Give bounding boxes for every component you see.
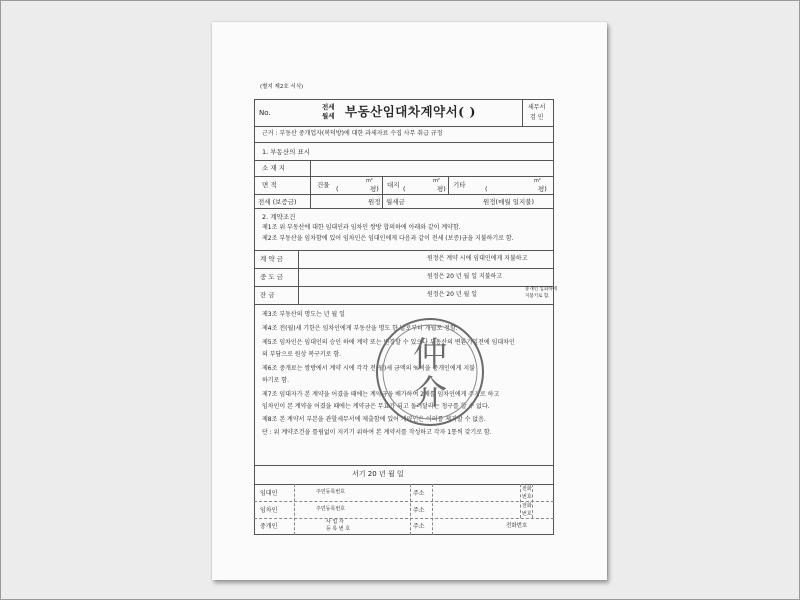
tenant-address-label: 주소 xyxy=(413,507,425,514)
rule-line xyxy=(432,484,433,535)
tax-office-label: 세무서 xyxy=(528,104,546,111)
rule-line xyxy=(254,484,554,485)
article-6: 제6조 중개료는 쌍방에서 계약 시에 각각 전(월)세 금액의 %씩을 중개인에게 지불 xyxy=(262,365,475,372)
form-code: (별지 제2호 서식) xyxy=(260,84,304,90)
article-8: 제8조 본 계약서 부본을 관할세무서에 제출함에 있어 계약인은 이의를 제기할 수 없음. xyxy=(262,416,486,423)
stamp-char-bottom: 介 xyxy=(413,373,447,413)
tenant-resident-label: 주민등록번호 xyxy=(316,506,345,512)
article-1: 제1조 위 부동산에 대한 임대인과 임차인 쌍방 합의하에 아래와 같이 계약함. xyxy=(262,224,461,231)
rule-line xyxy=(254,208,554,209)
stamp-char-top: 仲 xyxy=(413,335,447,375)
monthly-label: 월세금 xyxy=(386,198,405,206)
article-6-cont: 하기로 함. xyxy=(262,377,289,384)
tenant-phone-label-top: 전화 xyxy=(522,503,532,509)
payment-text-deposit: 원정은 계약 시에 임대인에게 지불하고 xyxy=(427,255,528,262)
pyeong-unit: 평) xyxy=(538,185,547,193)
no-label: No. xyxy=(259,109,271,117)
article-5: 제5조 임차인은 임대인의 승인 하에 계약 또는 변경할 수 있으나 부동산의 변환기일전에 임대차인 xyxy=(262,339,515,346)
type-jeonse: 전세 xyxy=(322,103,335,111)
article-7-cont: 임차인이 본 계약을 어겼을 때에는 계약금은 무효가 되고 돌려달라는 청구를 할 수 없다. xyxy=(262,403,490,410)
rule-line xyxy=(310,194,311,208)
rule-line xyxy=(254,304,554,305)
article-2: 제2조 부동산을 임차함에 있어 임차인은 임대인에게 다음과 같이 전세 (보증)금을 지불하기로 함. xyxy=(262,235,514,242)
broker-biz-label-bottom: 등 록 번 호 xyxy=(326,526,351,532)
paren-open: ( xyxy=(403,185,406,193)
land-label: 대지 xyxy=(387,181,400,189)
contract-date: 서기 20 년 월 일 xyxy=(352,470,404,478)
broker-address-label: 주소 xyxy=(413,523,425,530)
landlord-address-label: 주소 xyxy=(413,490,425,497)
article-note: 단 : 위 계약조건을 틀림없이 지키기 위하여 본 계약서를 작성하고 각자 1통씩 갖기로 함. xyxy=(262,429,492,436)
rule-line xyxy=(294,484,295,535)
rule-line xyxy=(254,268,554,269)
basis-text: 근거 : 부동산 중개업자(복덕방)에 대한 과세자료 수집 사무 취급 규정 xyxy=(262,130,443,137)
rule-line xyxy=(254,126,554,127)
section2-heading: 2. 계약조건 xyxy=(262,213,296,221)
rule-line xyxy=(254,194,554,195)
section1-heading: 1. 부동산의 표시 xyxy=(262,148,311,156)
deposit-won: 원정 xyxy=(368,198,381,206)
rule-line xyxy=(254,250,554,251)
rule-line xyxy=(254,501,554,502)
area-label: 면 적 xyxy=(262,181,277,189)
broker-phone-label: 전화번호 xyxy=(506,523,528,529)
rule-line xyxy=(254,160,554,161)
rule-line xyxy=(310,160,311,194)
tenant-phone-label-bottom: 번호 xyxy=(522,511,532,517)
broker-label: 중개인 xyxy=(260,523,278,530)
payment-note-top: 중개인 입회하에 xyxy=(525,287,557,292)
deposit-label: 전세 (보증금) xyxy=(258,198,297,206)
sqm-unit: m² xyxy=(534,178,541,184)
rule-line xyxy=(254,142,554,143)
building-label: 건물 xyxy=(317,181,330,189)
payment-note-bottom: 지불키로 함. xyxy=(525,294,550,299)
pyeong-unit: 평) xyxy=(437,185,446,193)
article-7: 제7조 임대자가 본 계약을 어겼을 때에는 계약금을 배가하여 2배를 임차인에게 주기로 하고 xyxy=(262,391,500,398)
payment-text-interim: 원정은 20 년 월 일 지불하고 xyxy=(427,273,503,280)
rule-line xyxy=(382,176,383,194)
location-label: 소 재 지 xyxy=(262,164,285,172)
article-3: 제3조 부동산의 명도는 년 월 일 xyxy=(262,311,345,318)
landlord-resident-label: 주민등록번호 xyxy=(316,489,345,495)
broker-biz-label-top: 사 업 자 xyxy=(326,519,344,525)
article-5-cont: 의 부담으로 원상 복구키로 함. xyxy=(262,351,342,358)
payment-label-interim: 중 도 금 xyxy=(260,273,283,281)
rule-line xyxy=(410,484,411,535)
landlord-phone-label-top: 전화 xyxy=(522,486,532,492)
payment-label-deposit: 계 약 금 xyxy=(260,255,283,263)
sqm-unit: m² xyxy=(366,178,373,184)
other-label: 기타 xyxy=(453,181,466,189)
sqm-unit: m² xyxy=(433,178,440,184)
rule-line xyxy=(382,194,383,208)
rule-line xyxy=(254,518,554,519)
type-wolse: 월세 xyxy=(322,112,335,120)
paren-open: ( xyxy=(336,185,339,193)
landlord-label: 임대인 xyxy=(260,490,278,497)
broker-seal-stamp xyxy=(374,316,486,428)
tenant-label: 임차인 xyxy=(260,507,278,514)
payment-label-balance: 잔 금 xyxy=(260,291,275,299)
pyeong-unit: 평) xyxy=(370,185,379,193)
header-divider xyxy=(522,99,523,126)
rule-line xyxy=(448,176,449,194)
document-title: 부동산임대차계약서( ) xyxy=(345,104,476,119)
payment-text-balance: 원정은 20 년 월 일 xyxy=(427,291,478,298)
paren-open: ( xyxy=(485,185,488,193)
rule-line xyxy=(298,250,299,304)
rule-line xyxy=(254,286,554,287)
rule-line xyxy=(254,176,554,177)
monthly-won: 원정(매월 일지불) xyxy=(483,198,535,206)
article-4: 제4조 전(월)세 기한은 임차인에게 부동산을 명도 한 날로부터 개월로 정함. xyxy=(262,325,458,332)
inspection-label: 검 인 xyxy=(530,114,544,121)
landlord-phone-label-bottom: 번호 xyxy=(522,494,532,500)
rule-line xyxy=(254,465,554,466)
